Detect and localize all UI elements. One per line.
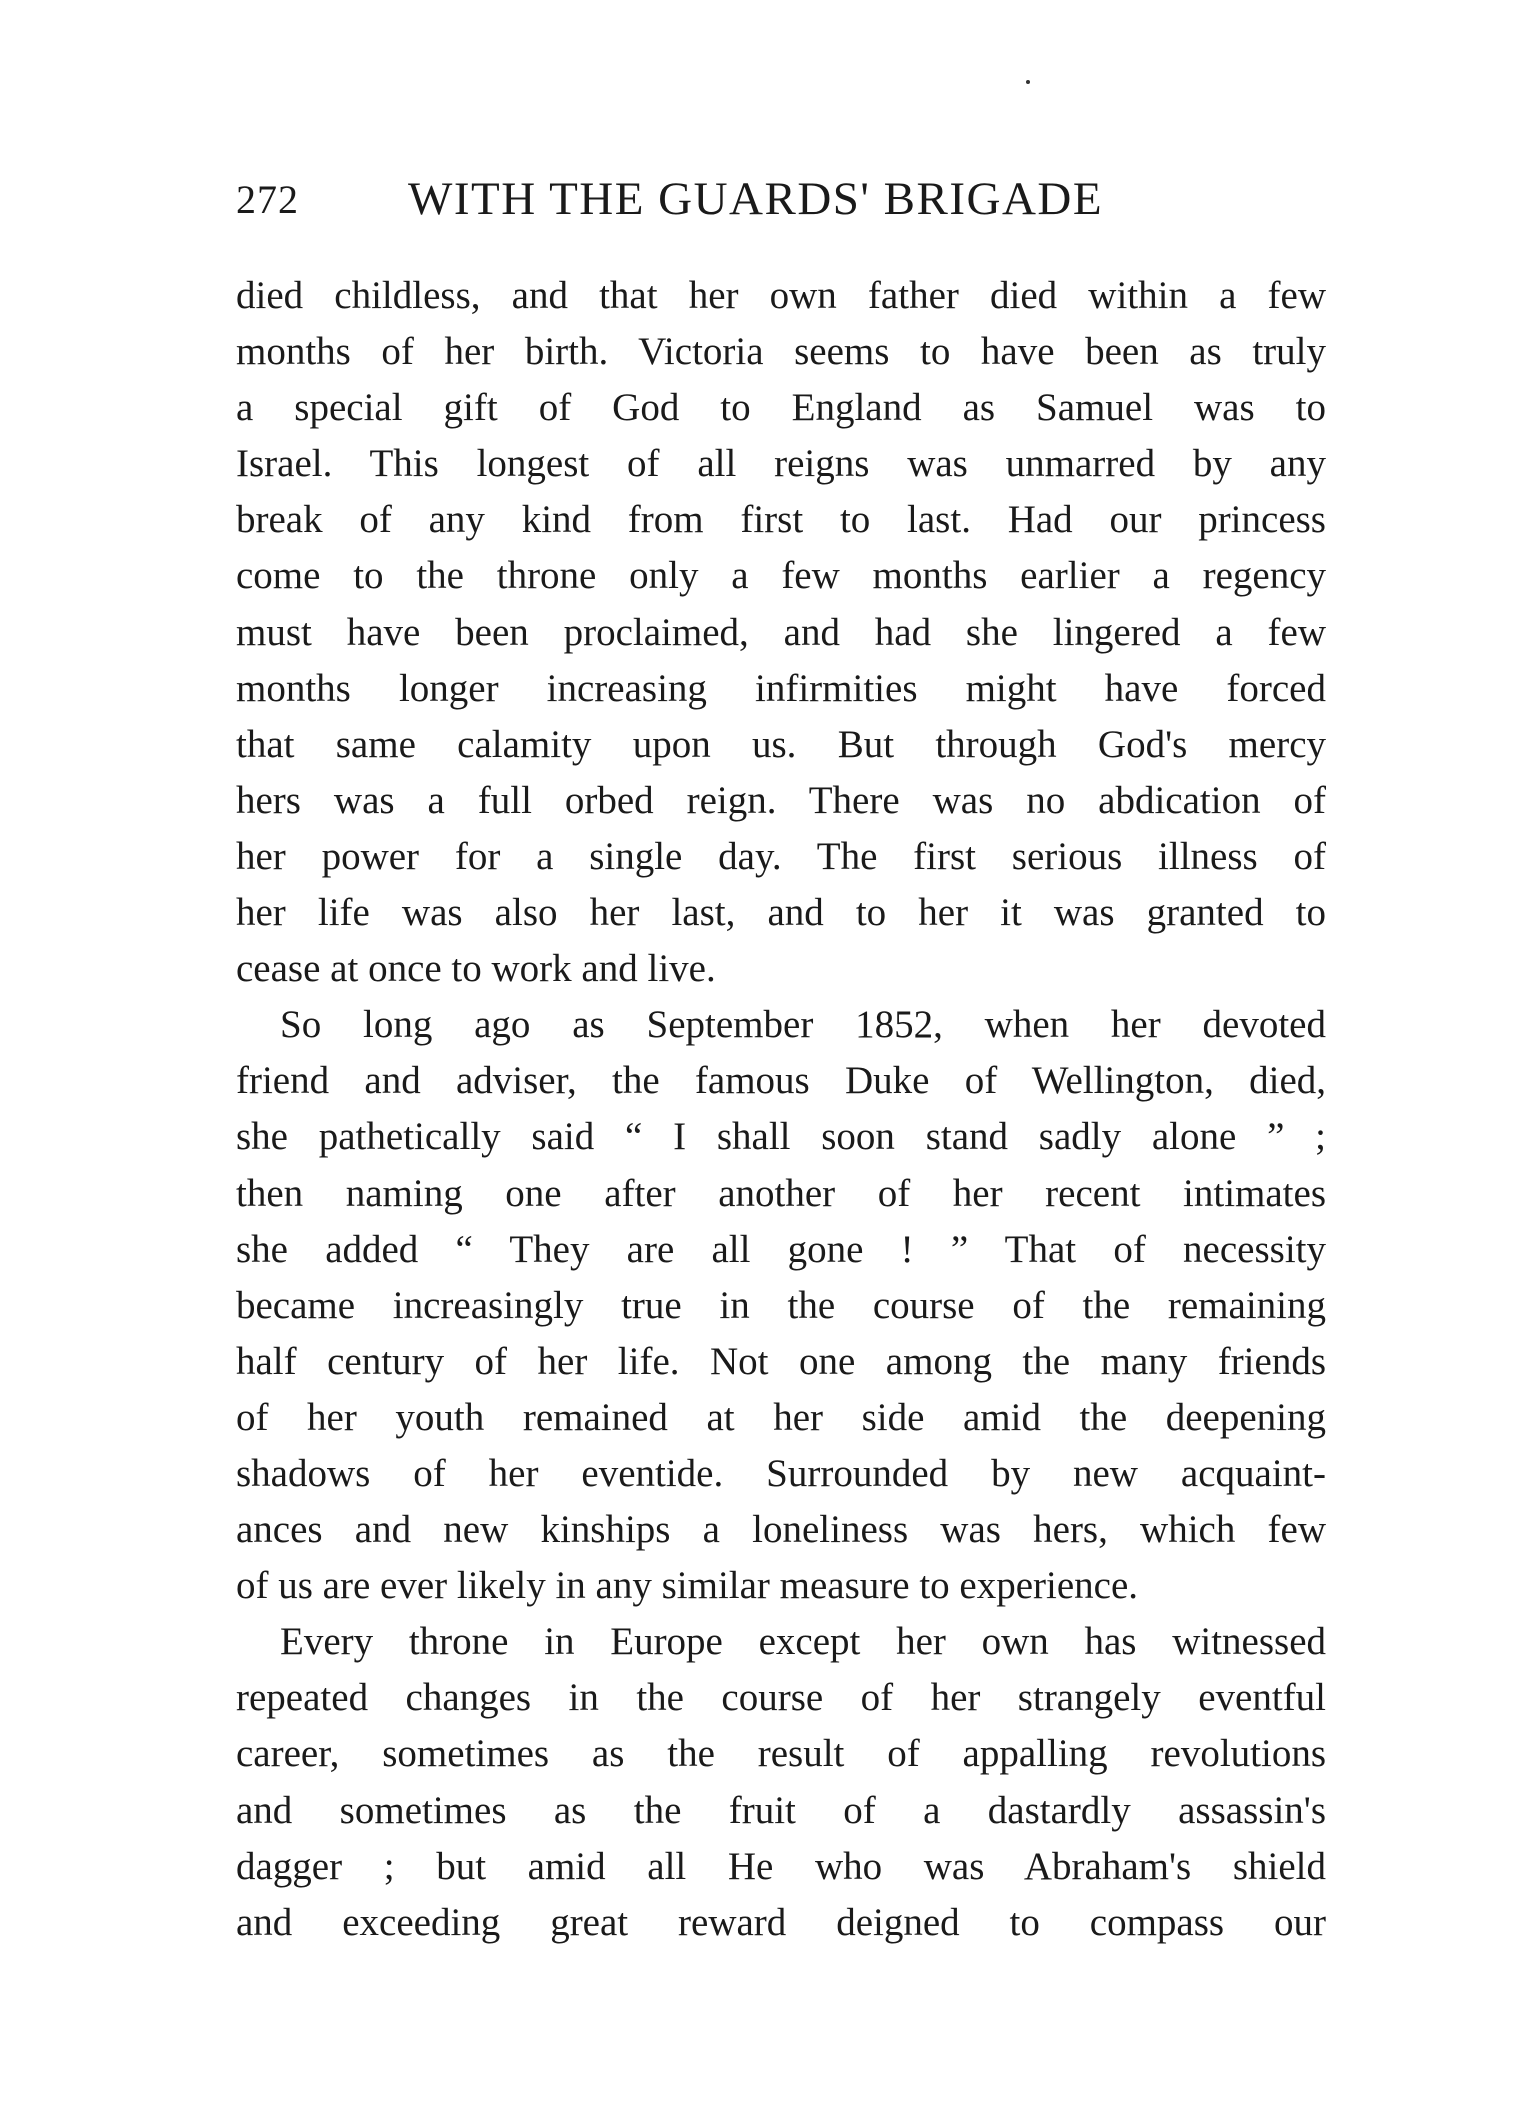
text-line: dagger ; but amid all He who was Abraham's shield (236, 1844, 1326, 1888)
text-line: hers was a full orbed reign. There was no abdication of (236, 778, 1326, 822)
text-line: months of her birth. Victoria seems to have been as truly (236, 330, 1326, 374)
text-line: break of any kind from first to last. Had our princess (236, 498, 1326, 542)
stray-ink-dot (1026, 80, 1030, 84)
text-line: that same calamity upon us. But through God's mercy (236, 722, 1326, 766)
text-line: repeated changes in the course of her strangely eventful (236, 1676, 1326, 1720)
page-number: 272 (236, 177, 299, 222)
text-line: became increasingly true in the course of the remaining (236, 1283, 1326, 1327)
text-line: her life was also her last, and to her it was granted to (236, 891, 1326, 935)
text-line: then naming one after another of her recent intimates (236, 1171, 1326, 1215)
text-line: friend and adviser, the famous Duke of Wellington, died, (236, 1059, 1326, 1103)
text-line: Israel. This longest of all reigns was unmarred by any (236, 442, 1326, 486)
text-line: Every throne in Europe except her own has witnessed (280, 1620, 1326, 1664)
text-line: career, sometimes as the result of appalling revolutions (236, 1732, 1326, 1776)
text-line: shadows of her eventide. Surrounded by new acquaint- (236, 1451, 1326, 1495)
body-text (236, 268, 1326, 1951)
text-line: of us are ever likely in any similar measure to experience. (236, 1564, 1139, 1608)
text-line: of her youth remained at her side amid the deepening (236, 1395, 1326, 1439)
text-line: cease at once to work and live. (236, 947, 716, 991)
text-line: she added “ They are all gone ! ” That of necessity (236, 1227, 1326, 1271)
text-line: and sometimes as the fruit of a dastardly assassin's (236, 1788, 1326, 1832)
text-line: half century of her life. Not one among the many friends (236, 1339, 1326, 1383)
text-line: and exceeding great reward deigned to compass our (236, 1900, 1326, 1944)
text-line: come to the throne only a few months earlier a regency (236, 554, 1326, 598)
text-line: must have been proclaimed, and had she lingered a few (236, 610, 1326, 654)
text-line: a special gift of God to England as Samuel was to (236, 386, 1326, 430)
running-title: WITH THE GUARDS' BRIGADE (408, 173, 1104, 225)
text-line: her power for a single day. The first serious illness of (236, 834, 1326, 878)
text-line: months longer increasing infirmities might have forced (236, 666, 1326, 710)
text-line: she pathetically said “ I shall soon stand sadly alone ” ; (236, 1115, 1326, 1159)
text-line: died childless, and that her own father died within a few (236, 274, 1326, 317)
text-line: So long ago as September 1852, when her devoted (280, 1003, 1326, 1047)
text-line: ances and new kinships a loneliness was hers, which few (236, 1508, 1326, 1552)
